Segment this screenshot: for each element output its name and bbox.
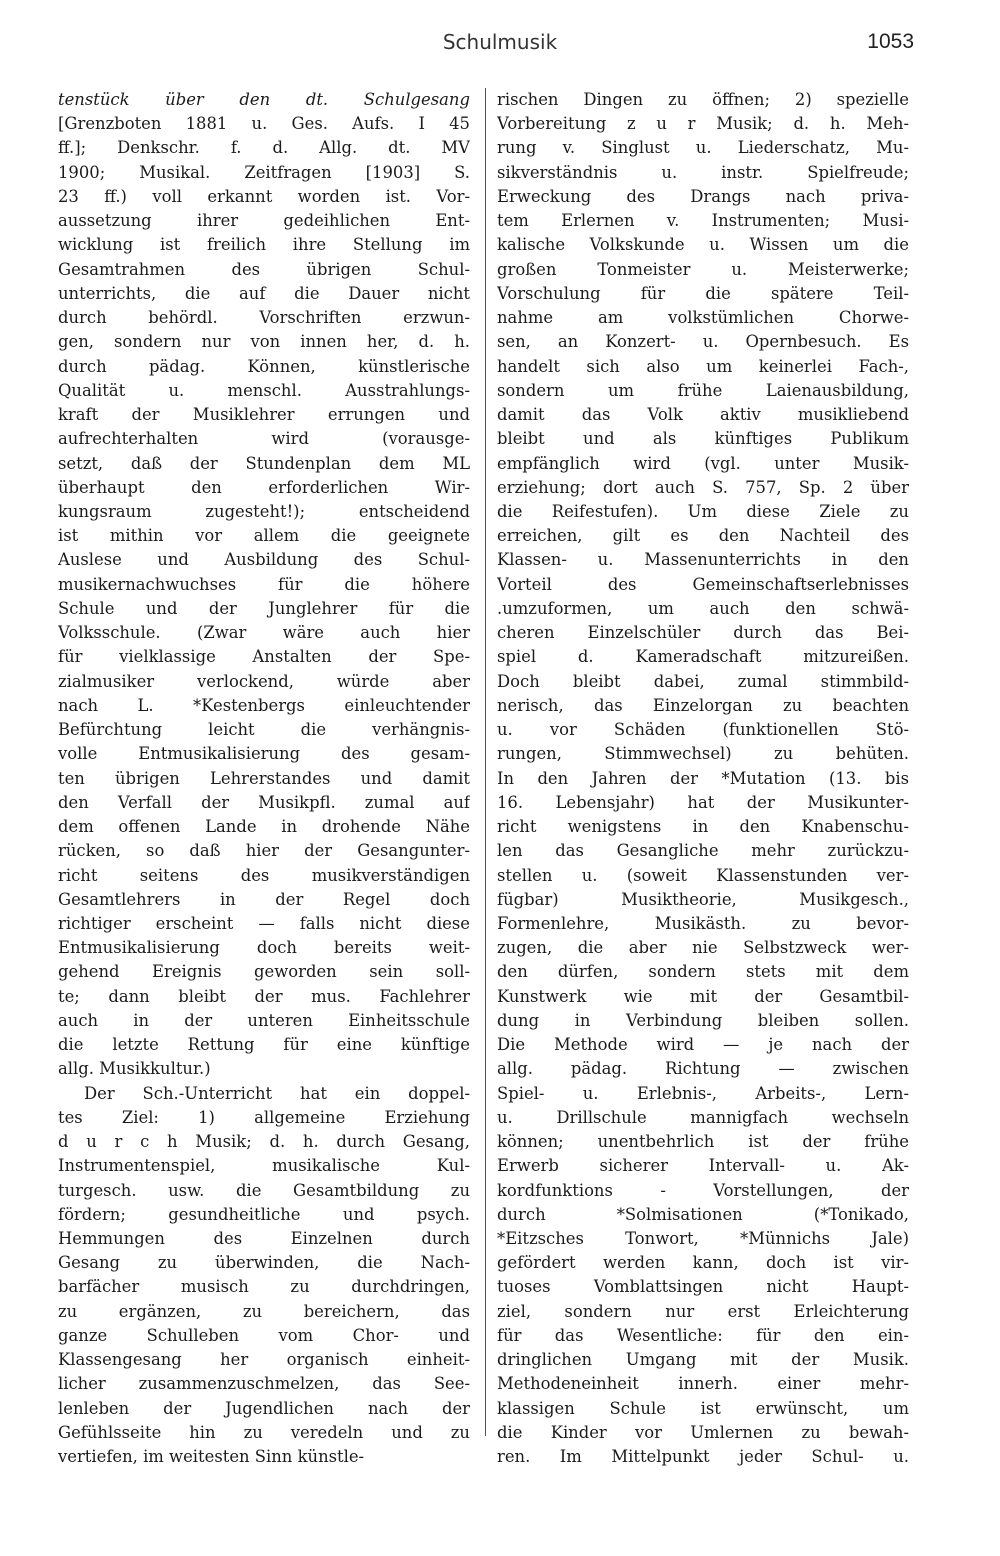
text-line: *Eitzsches Tonwort, *Münnichs Jale) [497, 1229, 909, 1249]
text-line: rung v. Singlust u. Liederschatz, Mu- [497, 138, 909, 158]
text-line: aufrechterhalten wird (vorausge- [58, 429, 470, 449]
text-line: tem Erlernen v. Instrumenten; Musi- [497, 211, 909, 231]
text-line: Gesang zu überwinden, die Nach- [58, 1253, 470, 1273]
text-line: lenleben der Jugendlichen nach der [58, 1398, 470, 1418]
text-line: kordfunktions - Vorstellungen, der [497, 1180, 909, 1200]
text-line: den Verfall der Musikpfl. zumal auf [58, 792, 470, 812]
text-line: Klassengesang her organisch einheit- [58, 1350, 470, 1370]
text-line: Vorbereitung z u r Musik; d. h. Meh- [497, 114, 909, 134]
text-line: tuoses Vomblattsingen nicht Haupt- [497, 1277, 909, 1297]
text-line: gen, sondern nur von innen her, d. h. [58, 332, 470, 352]
text-line: durch pädag. Können, künstlerische [58, 356, 470, 376]
text-line: len das Gesangliche mehr zurückzu- [497, 841, 909, 861]
text-line: ren. Im Mittelpunkt jeder Schul- u. [497, 1447, 909, 1467]
text-line: sen, an Konzert- u. Opernbesuch. Es [497, 332, 909, 352]
text-line: können; unentbehrlich ist der frühe [497, 1132, 909, 1152]
text-line: erziehung; dort auch S. 757, Sp. 2 über [497, 477, 909, 497]
text-line: den dürfen, sondern stets mit dem [497, 962, 909, 982]
text-line: für vielklassige Anstalten der Spe- [58, 647, 470, 667]
text-line: Gesamtrahmen des übrigen Schul- [58, 259, 470, 279]
text-line: erreichen, gilt es den Nachteil des [497, 526, 909, 546]
text-line: allg. Musikkultur.) [58, 1059, 211, 1079]
text-line: Befürchtung leicht die verhängnis- [58, 720, 470, 740]
text-line: handelt sich also um keinerlei Fach-, [497, 356, 909, 376]
text-line: tes Ziel: 1) allgemeine Erziehung [58, 1107, 470, 1127]
text-line: ff.]; Denkschr. f. d. Allg. dt. MV [58, 138, 470, 158]
text-line: gefördert werden kann, doch ist vir- [497, 1253, 909, 1273]
text-line: gehend Ereignis geworden sein soll- [58, 962, 470, 982]
text-line: dung in Verbindung bleiben sollen. [497, 1010, 909, 1030]
text-line: ten übrigen Lehrerstandes und damit [58, 768, 470, 788]
text-line: die Reifestufen). Um diese Ziele zu [497, 501, 909, 521]
text-line: kalische Volkskunde u. Wissen um die [497, 235, 909, 255]
text-line: musikernachwuchses für die höhere [58, 574, 470, 594]
text-line: Auslese und Ausbildung des Schul- [58, 550, 470, 570]
text-line: nerisch, das Einzelorgan zu beachten [497, 695, 909, 715]
text-line: 23 ff.) voll erkannt worden ist. Vor- [58, 186, 470, 206]
text-line: ziel, sondern nur erst Erleichterung [497, 1301, 909, 1321]
text-line: zialmusiker verlockend, würde aber [58, 671, 470, 691]
text-line: Qualität u. menschl. Ausstrahlungs- [58, 380, 470, 400]
text-line: damit das Volk aktiv musikliebend [497, 405, 909, 425]
text-line: zugen, die aber nie Selbstzweck wer- [497, 938, 909, 958]
text-line: Gefühlsseite hin zu veredeln und zu [58, 1422, 470, 1442]
text-line: richt seitens des musikverständigen [58, 865, 470, 885]
text-line: te; dann bleibt der mus. Fachlehrer [58, 986, 470, 1006]
text-line: richtiger erscheint — falls nicht diese [58, 913, 470, 933]
text-line: großen Tonmeister u. Meisterwerke; [497, 259, 909, 279]
text-line: In den Jahren der *Mutation (13. bis [497, 768, 909, 788]
text-line: dringlichen Umgang mit der Musik. [497, 1350, 909, 1370]
text-line: Methodeneinheit innerh. einer mehr- [497, 1374, 909, 1394]
text-line: Klassen- u. Massenunterrichts in den [497, 550, 909, 570]
text-line: auch in der unteren Einheitsschule [58, 1010, 470, 1030]
text-line: zu ergänzen, zu bereichern, das [58, 1301, 470, 1321]
text-line: Die Methode wird — je nach der [497, 1035, 909, 1055]
text-line: nahme am volkstümlichen Chorwe- [497, 308, 909, 328]
text-line: Schule und der Junglehrer für die [58, 598, 470, 618]
text-line: Entmusikalisierung doch bereits weit- [58, 938, 470, 958]
text-line: stellen u. (soweit Klassenstunden ver- [497, 865, 909, 885]
text-line: Hemmungen des Einzelnen durch [58, 1229, 470, 1249]
text-line: Spiel- u. Erlebnis-, Arbeits-, Lern- [497, 1083, 909, 1103]
text-line: 16. Lebensjahr) hat der Musikunter- [497, 792, 909, 812]
page-number: 1053 [867, 30, 914, 53]
text-line: Erwerb sicherer Intervall- u. Ak- [497, 1156, 909, 1176]
text-line: d u r c h Musik; d. h. durch Gesang, [58, 1132, 470, 1152]
text-line: Volksschule. (Zwar wäre auch hier [58, 623, 470, 643]
text-line: kraft der Musiklehrer errungen und [58, 405, 470, 425]
text-line: für das Wesentliche: für den ein- [497, 1325, 909, 1345]
running-header: Schulmusik [442, 30, 558, 54]
text-line: empfänglich wird (vgl. unter Musik- [497, 453, 909, 473]
text-line: Vorteil des Gemeinschaftserlebnisses [497, 574, 909, 594]
text-line: bleibt und als künftiges Publikum [497, 429, 909, 449]
text-line: .umzuformen, um auch den schwä- [497, 598, 909, 618]
text-line: [Grenzboten 1881 u. Ges. Aufs. I 45 [58, 114, 470, 134]
text-line: Vorschulung für die spätere Teil- [497, 283, 909, 303]
text-line: kungsraum zugesteht!); entscheidend [58, 501, 470, 521]
text-line: überhaupt den erforderlichen Wir- [58, 477, 470, 497]
text-line: wicklung ist freilich ihre Stellung im [58, 235, 470, 255]
text-line: rungen, Stimmwechsel) zu behüten. [497, 744, 909, 764]
text-line: dem offenen Lande in drohende Nähe [58, 817, 470, 837]
text-line: vertiefen, im weitesten Sinn künstle- [58, 1447, 365, 1467]
text-line: Instrumentenspiel, musikalische Kul- [58, 1156, 470, 1176]
text-line: u. Drillschule mannigfach wechseln [497, 1107, 909, 1127]
column-divider [485, 88, 486, 1436]
text-line: nach L. *Kestenbergs einleuchtender [58, 695, 470, 715]
text-line: rischen Dingen zu öffnen; 2) spezielle [497, 90, 909, 109]
text-line: ist mithin vor allem die geeignete [58, 526, 470, 546]
text-line: setzt, daß der Stundenplan dem ML [58, 453, 470, 473]
text-line: volle Entmusikalisierung des gesam- [58, 744, 470, 764]
text-line: Erweckung des Drangs nach priva- [497, 186, 909, 206]
text-line: rücken, so daß hier der Gesangunter- [58, 841, 470, 861]
text-line: 1900; Musikal. Zeitfragen [1903] S. [58, 162, 470, 182]
text-line: Kunstwerk wie mit der Gesamtbil- [497, 986, 909, 1006]
text-line: aussetzung ihrer gedeihlichen Ent- [58, 211, 470, 231]
text-line: durch *Solmisationen (*Tonikado, [497, 1204, 909, 1224]
text-line: u. vor Schäden (funktionellen Stö- [497, 720, 909, 740]
italic-title: tenstück über den dt. Schulgesang [58, 90, 470, 109]
text-line: klassigen Schule ist erwünscht, um [497, 1398, 909, 1418]
right-column [497, 88, 909, 1469]
first-line [58, 88, 470, 112]
text-line: richt wenigstens in den Knabenschu- [497, 817, 909, 837]
text-line: die Kinder vor Umlernen zu bewah- [497, 1422, 909, 1442]
text-line: durch behördl. Vorschriften erzwun- [58, 308, 470, 328]
text-line: cheren Einzelschüler durch das Bei- [497, 623, 909, 643]
text-line: unterrichts, die auf die Dauer nicht [58, 283, 470, 303]
text-line: sondern um frühe Laienausbildung, [497, 380, 909, 400]
text-line: barfächer musisch zu durchdringen, [58, 1277, 470, 1297]
text-line: fügbar) Musiktheorie, Musikgesch., [497, 889, 909, 909]
text-line: allg. pädag. Richtung — zwischen [497, 1059, 909, 1079]
text-line: sikverständnis u. instr. Spielfreude; [497, 162, 909, 182]
text-line: Formenlehre, Musikästh. zu bevor- [497, 913, 909, 933]
text-line: ganze Schulleben vom Chor- und [58, 1325, 470, 1345]
left-column [58, 88, 470, 1469]
text-line: Doch bleibt dabei, zumal stimmbild- [497, 671, 909, 691]
text-line: die letzte Rettung für eine künftige [58, 1035, 470, 1055]
text-line: Gesamtlehrers in der Regel doch [58, 889, 470, 909]
text-line: Der Sch.-Unterricht hat ein doppel- [84, 1083, 470, 1103]
text-line: fördern; gesundheitliche und psych. [58, 1204, 470, 1224]
text-line: licher zusammenzuschmelzen, das See- [58, 1374, 470, 1394]
text-line: turgesch. usw. die Gesamtbildung zu [58, 1180, 470, 1200]
text-line: spiel d. Kameradschaft mitzureißen. [497, 647, 909, 667]
